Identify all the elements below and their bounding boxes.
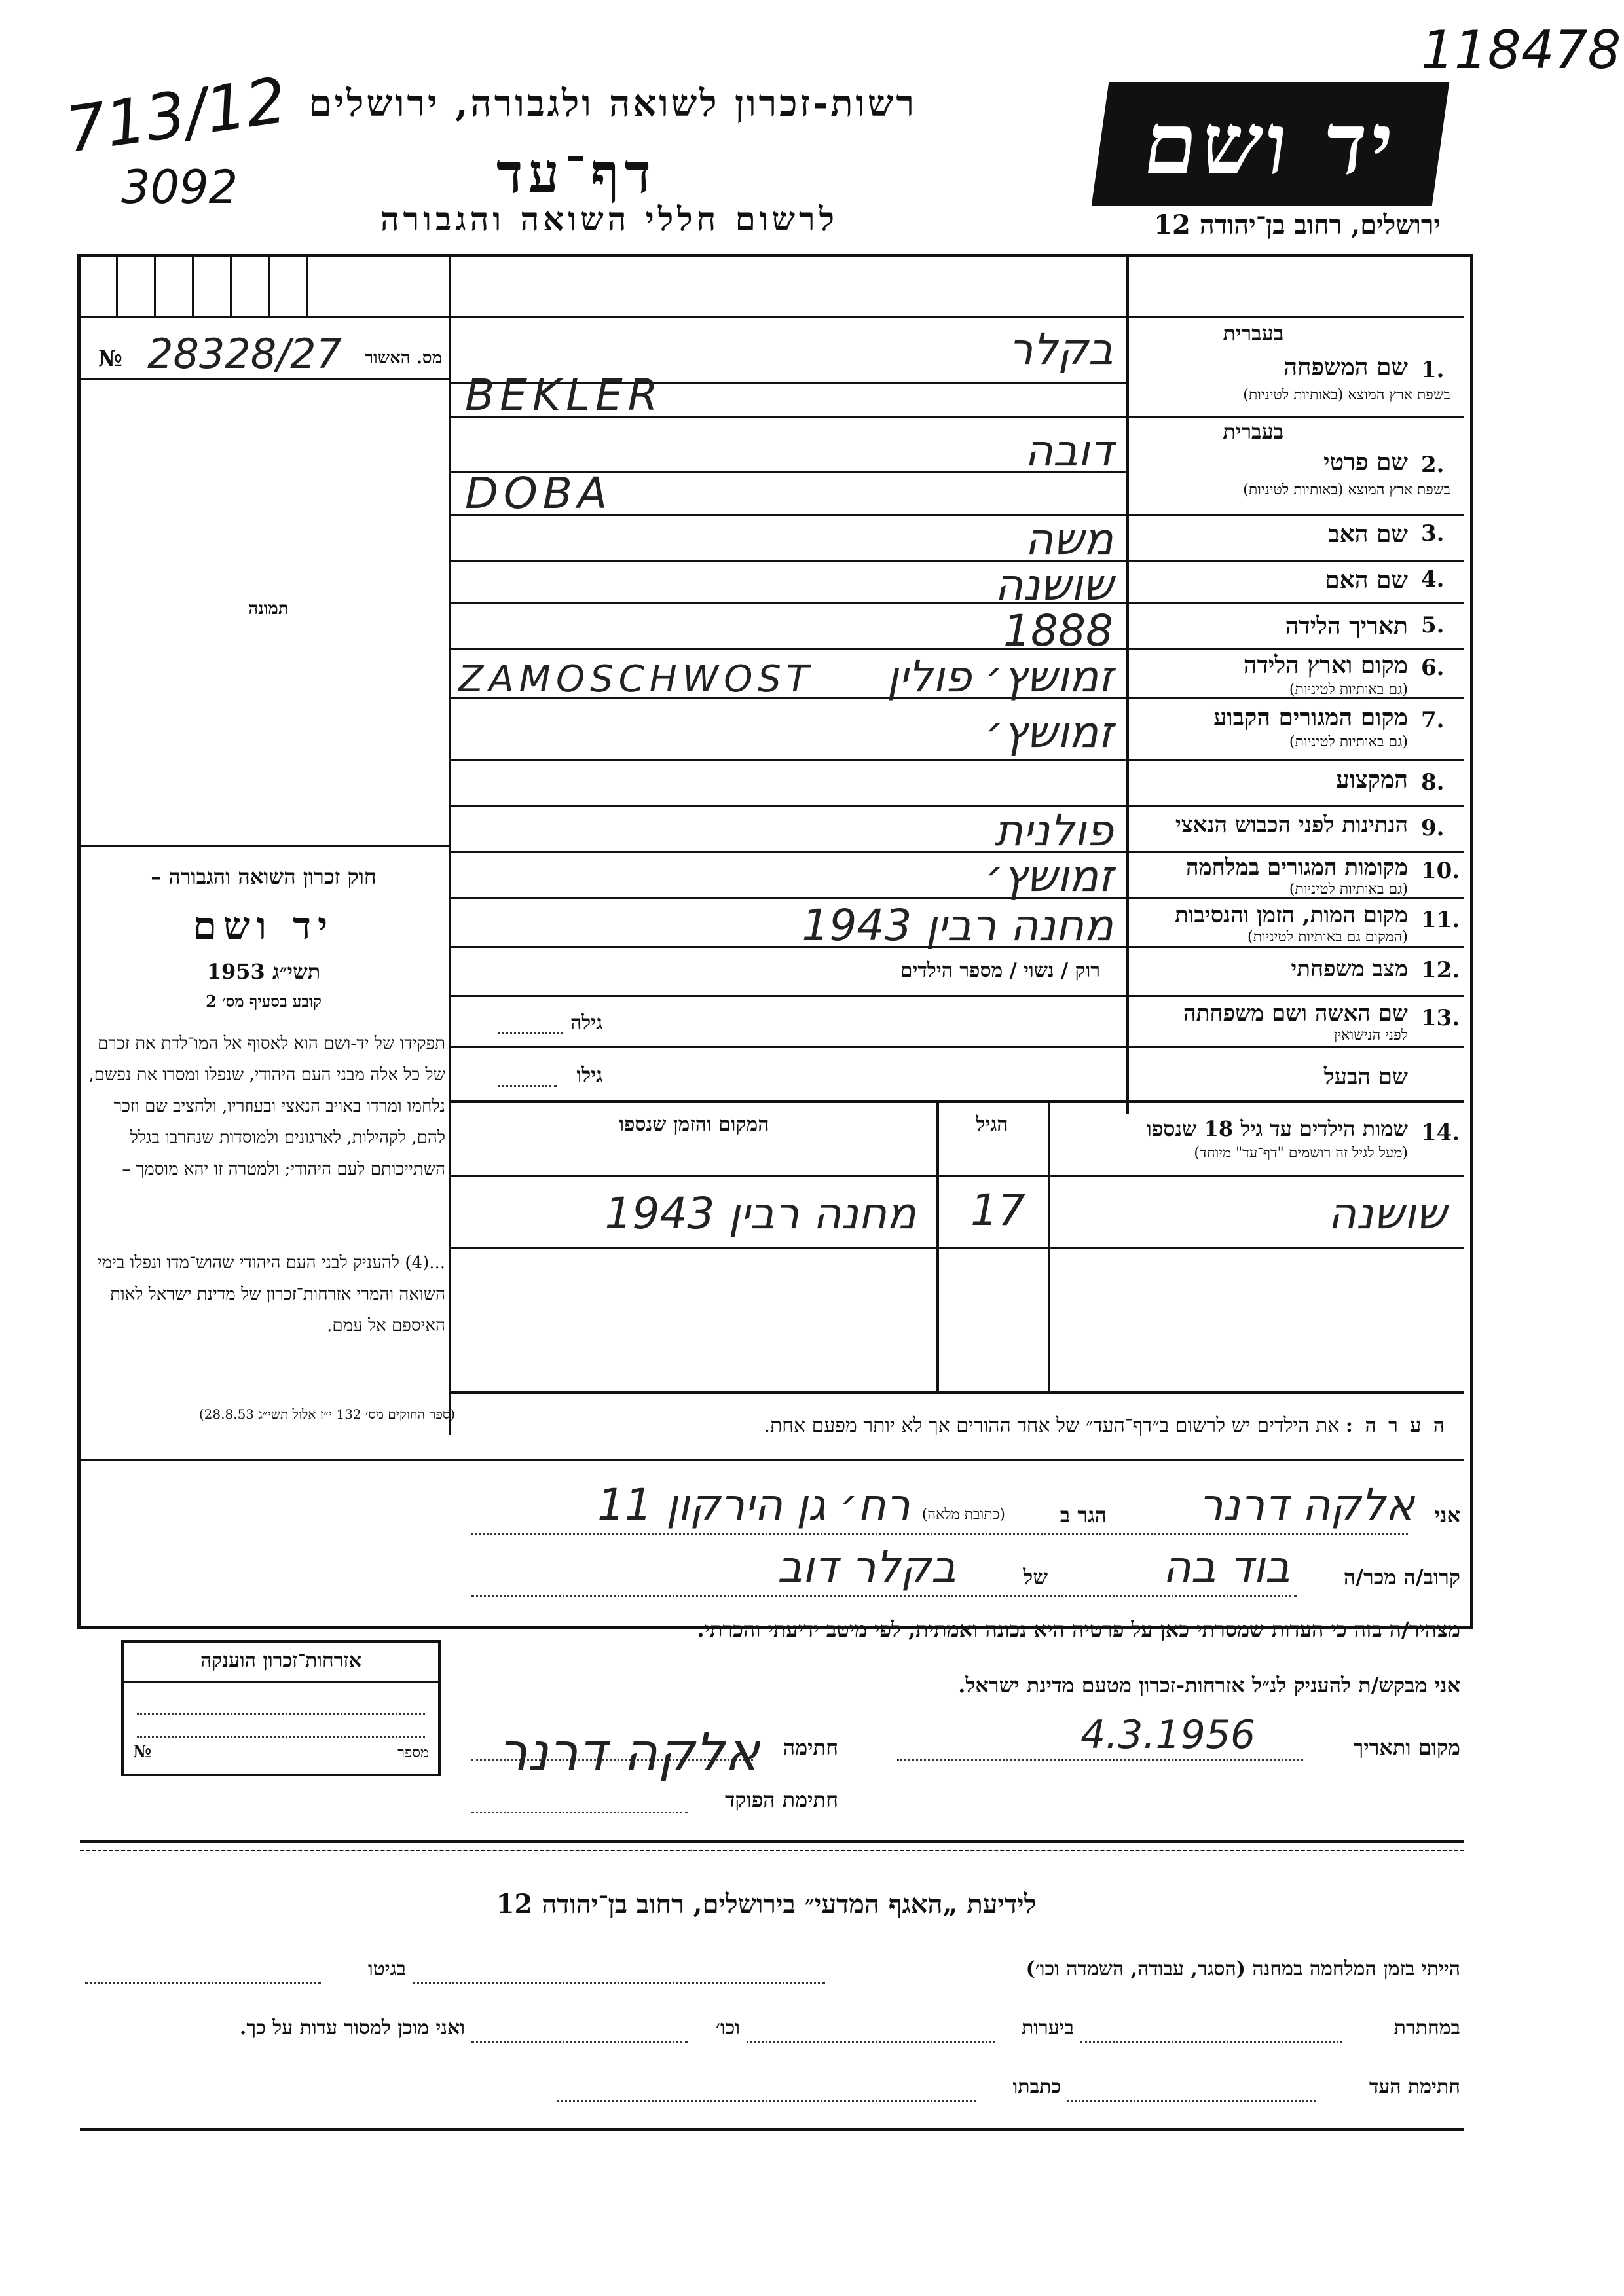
approval-number-value: 28328/27 bbox=[147, 330, 342, 378]
footer-line2-a: במחתרת bbox=[1393, 2016, 1460, 2039]
photo-label: תמונה bbox=[248, 599, 289, 619]
note-label: ה ע ר ה : bbox=[1345, 1414, 1447, 1437]
no-sign: № bbox=[98, 346, 122, 372]
decl-of-label: של bbox=[1023, 1565, 1048, 1590]
law-text-1: תפקידו של יד-ושם הוא לאסוף אל המו־לדת את זכרם של כל אלה מבני העם היהודי, שנפלו ומסרו את נפשם, נלחמו ומרדו באויב הנאצי ובעוזריו, ולהציב שם וזכר להם, לקהילות, לארגונים ולמוסדות שנחרבו בגלל השתייכותם לעם היהודי; ולמטרה זו יהא מוסמך – bbox=[88, 1034, 445, 1179]
f2-value-hebrew: דובה bbox=[1024, 426, 1113, 476]
decl-prefix: אני bbox=[1434, 1503, 1460, 1527]
f8-label: המקצוע bbox=[1336, 766, 1408, 793]
f10-label: מקומות המגורים במלחמה bbox=[1185, 854, 1408, 881]
form-title: דף־עד bbox=[496, 141, 656, 206]
law-name: יד ושם bbox=[193, 903, 335, 948]
citizenship-box-title: אזרחות־זכרון הוענקה bbox=[200, 1649, 362, 1672]
footer-line1-b: בגיטו bbox=[367, 1958, 406, 1980]
decl-of-value: בקלר דוב bbox=[777, 1542, 956, 1592]
f2-number: 2. bbox=[1421, 452, 1445, 478]
footer-line2-c: וכו׳ bbox=[716, 2016, 740, 2039]
handwritten-mark-1: 713/12 bbox=[61, 64, 291, 167]
archive-number: 118478 bbox=[1421, 20, 1621, 81]
f12-number: 12. bbox=[1421, 957, 1460, 983]
husband-age-label: גילו bbox=[576, 1064, 602, 1087]
f3-value: משה bbox=[1025, 514, 1113, 564]
f6-number: 6. bbox=[1421, 655, 1445, 681]
citizenship-box bbox=[121, 1640, 441, 1776]
children-header-sub: (מעל לגיל זה רושמים "דף־עד" מיוחד) bbox=[1194, 1145, 1408, 1161]
husband-label: שם הבעל bbox=[1323, 1064, 1408, 1090]
f3-label: שם האב bbox=[1328, 520, 1408, 548]
approval-boxes bbox=[80, 257, 449, 318]
decl-relation-value: בוד בה bbox=[1162, 1542, 1290, 1592]
note-text: את הילדים יש לרשום ב״דף־העד״ של אחד ההורים אך לא יותר מפעם אחת. bbox=[764, 1414, 1340, 1437]
footer-line3-a: חתימת העד bbox=[1369, 2075, 1460, 2098]
approval-number-row bbox=[85, 330, 445, 380]
decl-relation-label: קרוב/ה מכר/ה bbox=[1343, 1565, 1460, 1590]
f1-label: שם המשפחה bbox=[1283, 354, 1408, 381]
signature-value: אלקה דרנר bbox=[498, 1722, 760, 1783]
f6-sublabel: (גם באותיות לטיניות) bbox=[1289, 682, 1408, 698]
children-header-age: הגיל bbox=[976, 1113, 1008, 1136]
officer-signature-label: חתימת הפוקד bbox=[725, 1787, 838, 1812]
child-age: 17 bbox=[970, 1185, 1025, 1235]
f5-label: תאריך הלידה bbox=[1285, 612, 1408, 640]
f14-number: 14. bbox=[1421, 1120, 1460, 1146]
f1-number: 1. bbox=[1421, 357, 1445, 383]
footer-title: לידיעת „האגף המדעי״ בירושלים, רחוב בן־יהודה 12 bbox=[496, 1889, 1037, 1920]
f9-label: הנתינות לפני הכבוש הנאצי bbox=[1175, 812, 1408, 838]
f1-value-latin: BEKLER bbox=[465, 370, 663, 420]
decl-address: רח׳ גן הירקון 11 bbox=[597, 1480, 910, 1530]
children-header-name: שמות הילדים עד גיל 18 שנספו bbox=[1146, 1116, 1408, 1141]
citizenship-no-label: מספר bbox=[397, 1745, 429, 1761]
f8-number: 8. bbox=[1421, 769, 1445, 795]
f12-options: רוק / נשוי / מספר הילדים bbox=[900, 959, 1100, 982]
place-date-label: מקום ותאריך bbox=[1353, 1735, 1460, 1760]
f9-number: 9. bbox=[1421, 815, 1445, 841]
approval-label: מס. האשור bbox=[365, 348, 442, 368]
f12-label: מצב משפחתי bbox=[1291, 956, 1408, 982]
f3-number: 3. bbox=[1421, 520, 1445, 547]
f11-value: מחנה רבין 1943 bbox=[802, 900, 1113, 951]
decl-resident-label: הגר ב bbox=[1060, 1503, 1107, 1527]
f13-label: שם האשה ושם משפחתה bbox=[1183, 1000, 1408, 1027]
law-year: תשי״ג 1953 bbox=[206, 959, 321, 984]
f1-hebrew-label: בעברית bbox=[1223, 321, 1283, 346]
f7-value: זמושץ׳ bbox=[985, 707, 1113, 757]
law-section: קובע בסעיף מס׳ 2 bbox=[206, 992, 322, 1011]
f13-age-label: גילה bbox=[570, 1011, 602, 1034]
children-header-place: המקום והזמן שנספו bbox=[619, 1113, 769, 1136]
note bbox=[648, 1414, 1447, 1437]
f2-label: שם פרטי bbox=[1323, 448, 1408, 476]
decl-statement: מצהיר/ה בזה כי העדות שמסרתי כאן על פרטיה היא נכונה ואמתית, לפי מיטב ידיעתי והכרתי. bbox=[697, 1617, 1460, 1642]
f4-label: שם האם bbox=[1325, 566, 1408, 594]
f7-label: מקום המגורים הקבוע bbox=[1213, 704, 1408, 731]
table-row bbox=[451, 1178, 1464, 1244]
f7-number: 7. bbox=[1421, 707, 1445, 733]
place-date-value: 4.3.1956 bbox=[1080, 1712, 1256, 1758]
f4-value: שושנה bbox=[994, 560, 1113, 610]
f7-sublabel: (גם באותיות לטיניות) bbox=[1289, 734, 1408, 750]
law-title: חוק זכרון השואה והגבורה – bbox=[151, 864, 377, 889]
f1-sublabel: בשפת ארץ המוצא (באותיות לטיניות) bbox=[1243, 387, 1450, 403]
f13-sublabel: לפני הנישואין bbox=[1333, 1027, 1408, 1044]
decl-name: אלקה דרנר bbox=[1198, 1480, 1414, 1530]
law-text-2: ...(4) להעניק לבני העם היהודי שהוש־מדו ונפלו בימי השואה והמרי אזרחות־זכרון של מדינת ישראל לאות האיספם אל עמם. bbox=[97, 1253, 445, 1336]
child-name: שושנה bbox=[1327, 1188, 1447, 1239]
header-address: ירושלים, רחוב בן־יהודה 12 bbox=[1154, 210, 1441, 240]
f2-value-latin: DOBA bbox=[465, 468, 613, 519]
child-place: מחנה רבין 1943 bbox=[604, 1188, 916, 1239]
f6-value-hebrew: זמושץ׳ פולין bbox=[887, 651, 1113, 702]
f10-number: 10. bbox=[1421, 858, 1460, 884]
f2-sublabel: בשפת ארץ המוצא (באותיות לטיניות) bbox=[1243, 482, 1450, 498]
f11-sublabel: (המקום גם באותיות לטיניות) bbox=[1247, 929, 1408, 945]
yad-vashem-logo: יד ושם bbox=[1092, 82, 1450, 206]
f9-value: פולנית bbox=[994, 805, 1113, 856]
organization-name: רשות-זכרון לשואה ולגבורה, ירושלים bbox=[308, 82, 917, 125]
citizenship-no-sign: № bbox=[133, 1742, 152, 1762]
f2-hebrew-label: בעברית bbox=[1223, 419, 1283, 444]
f6-label: מקום וארץ הלידה bbox=[1243, 651, 1408, 679]
f5-value: 1888 bbox=[1003, 606, 1113, 656]
footer-line3-b: כתבתו bbox=[1012, 2075, 1061, 2098]
form-subtitle: לרשום חללי השואה והגבורה bbox=[380, 200, 838, 238]
f13-number: 13. bbox=[1421, 1005, 1460, 1031]
footer-line2-d: ואני מוכן למסור עדות על כך. bbox=[239, 2016, 465, 2039]
f5-number: 5. bbox=[1421, 612, 1445, 638]
f4-number: 4. bbox=[1421, 566, 1445, 592]
f11-number: 11. bbox=[1421, 907, 1460, 933]
f6-value-latin: ZAMOSCHWOST bbox=[458, 658, 815, 701]
signature-label: חתימה bbox=[783, 1735, 838, 1760]
decl-request: אני מבקש/ת להעניק לנ״ל אזרחות-זכרון מטעם מדינת ישראל. bbox=[958, 1673, 1460, 1698]
footer-line1-a: הייתי בזמן המלחמה במחנה (הסגר, עבודה, השמדה וכו׳) bbox=[1025, 1958, 1460, 1980]
left-column-divider bbox=[449, 257, 451, 1435]
footer-line2-b: ביערות bbox=[1021, 2016, 1074, 2039]
law-source: (ספר החוקים מס׳ 132 י״ז אלול תשי״ג 28.8.53) bbox=[198, 1406, 455, 1422]
f10-sublabel: (גם באותיות לטיניות) bbox=[1289, 881, 1408, 898]
decl-address-hint: (כתובת מלאה) bbox=[921, 1506, 1005, 1523]
f1-value-hebrew: בקלר bbox=[1008, 324, 1113, 374]
f10-value: זמושץ׳ bbox=[985, 851, 1113, 902]
f11-label: מקום המות, הזמן והנסיבות bbox=[1174, 902, 1408, 928]
handwritten-mark-2: 3092 bbox=[121, 160, 238, 214]
